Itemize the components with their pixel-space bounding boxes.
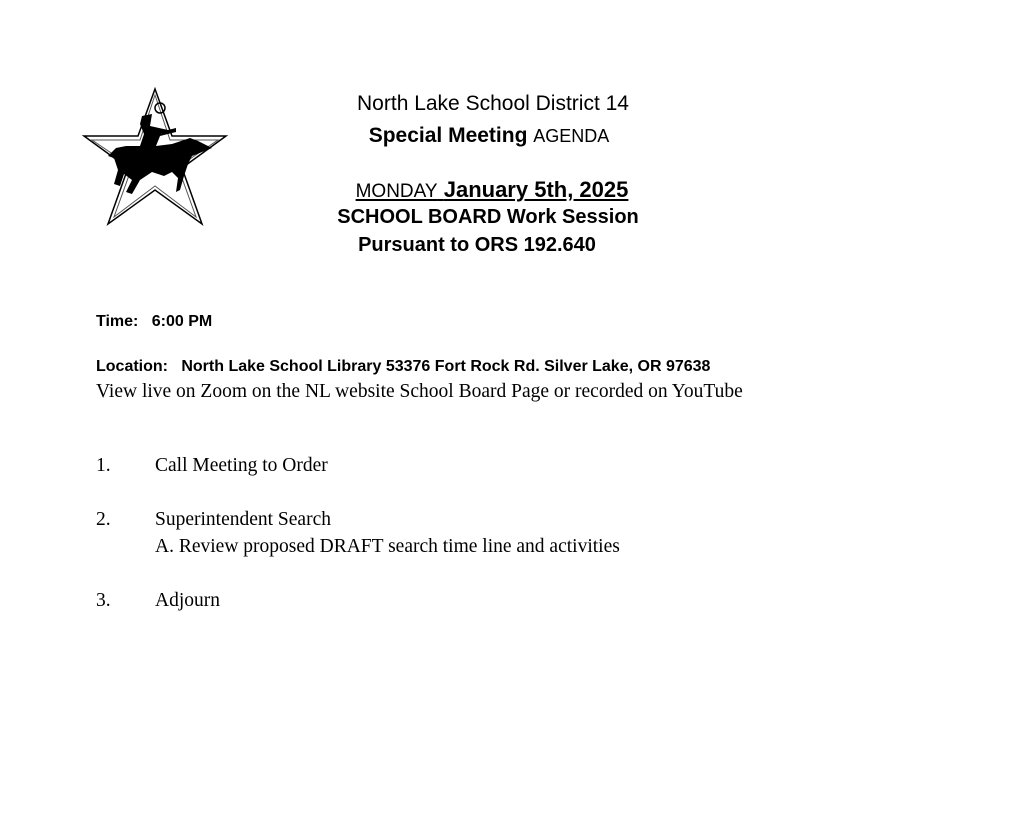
agenda-num: 3. [96, 590, 111, 611]
agenda-num: 1. [96, 455, 111, 476]
agenda-text: Superintendent Search [155, 509, 331, 530]
location-value: North Lake School Library 53376 Fort Rock Rd. Silver Lake, OR 97638 [181, 358, 711, 375]
meeting-type [369, 124, 610, 148]
agenda-text: Adjourn [155, 590, 220, 611]
meeting-type-rest: AGENDA [533, 126, 610, 146]
meeting-date [356, 177, 629, 203]
agenda-text: Call Meeting to Order [155, 455, 328, 476]
meeting-date-value: January 5th, 2025 [443, 177, 629, 202]
agenda-item-3 [96, 590, 220, 612]
agenda-item-2 [96, 509, 620, 557]
agenda-num: 2. [96, 509, 111, 530]
location-row [96, 358, 710, 376]
statute: Pursuant to ORS 192.640 [358, 234, 596, 256]
time-row [96, 313, 212, 331]
time-label: Time: [96, 313, 139, 330]
star-horse-rider-logo-icon [80, 86, 230, 230]
district-name: North Lake School District 14 [357, 92, 629, 115]
agenda-subitem: A. Review proposed DRAFT search time line and activities [155, 536, 620, 557]
agenda-item-1 [96, 455, 328, 477]
meeting-day: MONDAY [355, 181, 438, 202]
meeting-type-bold: Special Meeting [368, 124, 528, 147]
view-note: View live on Zoom on the NL website School Board Page or recorded on YouTube [96, 381, 743, 402]
time-value: 6:00 PM [151, 313, 213, 330]
location-label: Location: [96, 358, 168, 375]
session-title: SCHOOL BOARD Work Session [337, 206, 639, 228]
